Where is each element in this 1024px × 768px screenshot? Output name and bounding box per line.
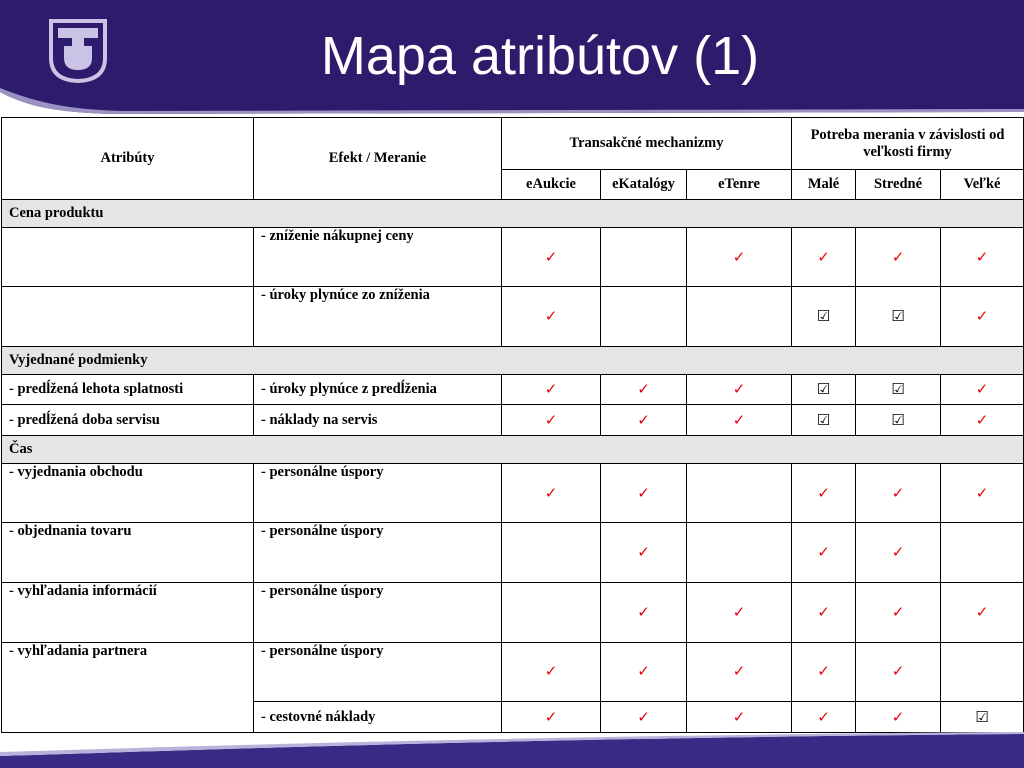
- header-measurement-need: Potreba merania v závislosti od veľkosti firmy: [792, 118, 1024, 170]
- effect-cell: - zníženie nákupnej ceny: [254, 227, 502, 287]
- check-icon: ✓: [975, 379, 989, 398]
- effect-cell: - personálne úspory: [254, 523, 502, 583]
- column-header: Stredné: [856, 170, 941, 200]
- check-icon: ✓: [732, 602, 746, 621]
- check-icon: ✓: [544, 410, 558, 429]
- mark-cell: [856, 463, 941, 523]
- attribute-cell: - vyhľadania informácií: [2, 583, 254, 643]
- mark-cell: [601, 374, 687, 405]
- mark-cell: [792, 287, 856, 347]
- mark-cell: [941, 583, 1024, 643]
- check-icon: ✓: [732, 379, 746, 398]
- check-icon: ✓: [975, 483, 989, 502]
- check-icon: ✓: [817, 543, 830, 562]
- mark-cell: [687, 583, 792, 643]
- check-icon: ✓: [891, 602, 905, 621]
- mark-cell: [687, 374, 792, 405]
- effect-cell: - úroky plynúce zo zníženia: [254, 287, 502, 347]
- table-row: [2, 374, 1024, 405]
- section-header: Čas: [2, 436, 1024, 464]
- mark-cell: [687, 287, 792, 347]
- mark-cell: [502, 227, 601, 287]
- mark-cell: [687, 227, 792, 287]
- check-icon: ✓: [732, 707, 746, 726]
- effect-cell: - personálne úspory: [254, 642, 502, 702]
- checkbox-checked-icon: ☑: [891, 307, 905, 326]
- check-icon: ✓: [637, 543, 650, 562]
- check-icon: ✓: [975, 247, 989, 266]
- attribute-cell: [2, 287, 254, 347]
- mark-cell: [856, 405, 941, 436]
- check-icon: ✓: [891, 707, 905, 726]
- mark-cell: [601, 287, 687, 347]
- mark-cell: [941, 642, 1024, 702]
- check-icon: ✓: [817, 662, 830, 681]
- check-icon: ✓: [544, 483, 558, 502]
- check-icon: ✓: [544, 379, 558, 398]
- checkbox-checked-icon: ☑: [816, 307, 831, 326]
- header-transaction-mechanisms: Transakčné mechanizmy: [502, 118, 792, 170]
- check-icon: ✓: [732, 247, 746, 266]
- check-icon: ✓: [637, 379, 650, 398]
- slide-header: [0, 0, 1024, 118]
- section-header: Vyjednané podmienky: [2, 346, 1024, 374]
- mark-cell: [601, 405, 687, 436]
- mark-cell: [792, 523, 856, 583]
- mark-cell: [856, 287, 941, 347]
- checkbox-checked-icon: ☑: [891, 379, 905, 398]
- effect-cell: - úroky plynúce z predĺženia: [254, 374, 502, 405]
- mark-cell: [856, 523, 941, 583]
- effect-cell: - personálne úspory: [254, 463, 502, 523]
- mark-cell: [601, 523, 687, 583]
- mark-cell: [687, 702, 792, 733]
- mark-cell: [941, 463, 1024, 523]
- table-body: [2, 200, 1024, 733]
- check-icon: ✓: [732, 662, 746, 681]
- mark-cell: [502, 374, 601, 405]
- attribute-cell: - predĺžená doba servisu: [2, 405, 254, 436]
- mark-cell: [502, 405, 601, 436]
- header-effect: Efekt / Meranie: [254, 118, 502, 200]
- check-icon: ✓: [891, 543, 905, 562]
- mark-cell: [792, 583, 856, 643]
- mark-cell: [601, 583, 687, 643]
- header-attributes: Atribúty: [2, 118, 254, 200]
- attribute-cell: - objednania tovaru: [2, 523, 254, 583]
- mark-cell: [792, 374, 856, 405]
- mark-cell: [792, 702, 856, 733]
- mark-cell: [502, 463, 601, 523]
- check-icon: ✓: [975, 602, 989, 621]
- column-header: Malé: [792, 170, 856, 200]
- mark-cell: [687, 463, 792, 523]
- effect-cell: - náklady na servis: [254, 405, 502, 436]
- mark-cell: [502, 287, 601, 347]
- column-header: eKatalógy: [601, 170, 687, 200]
- mark-cell: [792, 227, 856, 287]
- column-header: eAukcie: [502, 170, 601, 200]
- mark-cell: [687, 405, 792, 436]
- attribute-cell: [2, 227, 254, 287]
- mark-cell: [601, 642, 687, 702]
- effect-cell: - cestovné náklady: [254, 702, 502, 733]
- mark-cell: [856, 702, 941, 733]
- mark-cell: [687, 523, 792, 583]
- mark-cell: [792, 642, 856, 702]
- mark-cell: [941, 405, 1024, 436]
- mark-cell: [601, 702, 687, 733]
- table-row: [2, 642, 1024, 702]
- check-icon: ✓: [817, 483, 830, 502]
- check-icon: ✓: [817, 602, 830, 621]
- mark-cell: [502, 642, 601, 702]
- table-row: [2, 523, 1024, 583]
- check-icon: ✓: [637, 410, 650, 429]
- mark-cell: [941, 227, 1024, 287]
- mark-cell: [856, 583, 941, 643]
- check-icon: ✓: [544, 307, 558, 326]
- mark-cell: [856, 374, 941, 405]
- mark-cell: [792, 463, 856, 523]
- check-icon: ✓: [637, 483, 650, 502]
- check-icon: ✓: [817, 707, 830, 726]
- column-header: eTenre: [687, 170, 792, 200]
- check-icon: ✓: [544, 662, 558, 681]
- check-icon: ✓: [817, 247, 830, 266]
- table-row: [2, 405, 1024, 436]
- mark-cell: [941, 702, 1024, 733]
- checkbox-checked-icon: ☑: [816, 410, 831, 429]
- table-row: [2, 583, 1024, 643]
- check-icon: ✓: [975, 410, 989, 429]
- mark-cell: [792, 405, 856, 436]
- checkbox-checked-icon: ☑: [975, 707, 989, 726]
- check-icon: ✓: [732, 410, 746, 429]
- footer-swoosh: [0, 732, 1024, 768]
- check-icon: ✓: [637, 602, 650, 621]
- section-header: Cena produktu: [2, 200, 1024, 228]
- check-icon: ✓: [544, 247, 558, 266]
- mark-cell: [502, 583, 601, 643]
- table-row: [2, 227, 1024, 287]
- table-row: [2, 287, 1024, 347]
- mark-cell: [601, 463, 687, 523]
- check-icon: ✓: [891, 247, 905, 266]
- attribute-cell: - vyhľadania partnera: [2, 642, 254, 732]
- slide-title: Mapa atribútov (1): [320, 26, 760, 86]
- checkbox-checked-icon: ☑: [816, 379, 831, 398]
- mark-cell: [941, 523, 1024, 583]
- mark-cell: [856, 227, 941, 287]
- mark-cell: [601, 227, 687, 287]
- check-icon: ✓: [544, 707, 558, 726]
- column-header: Veľké: [941, 170, 1024, 200]
- mark-cell: [687, 642, 792, 702]
- check-icon: ✓: [975, 307, 989, 326]
- checkbox-checked-icon: ☑: [891, 410, 905, 429]
- check-icon: ✓: [637, 662, 650, 681]
- check-icon: ✓: [891, 483, 905, 502]
- mark-cell: [502, 523, 601, 583]
- mark-cell: [856, 642, 941, 702]
- mark-cell: [502, 702, 601, 733]
- attribute-map-table: [1, 117, 1024, 733]
- check-icon: ✓: [891, 662, 905, 681]
- attribute-cell: - vyjednania obchodu: [2, 463, 254, 523]
- table-row: [2, 463, 1024, 523]
- mark-cell: [941, 287, 1024, 347]
- check-icon: ✓: [637, 707, 650, 726]
- attribute-cell: - predĺžená lehota splatnosti: [2, 374, 254, 405]
- mark-cell: [941, 374, 1024, 405]
- effect-cell: - personálne úspory: [254, 583, 502, 643]
- university-logo-icon: [48, 18, 108, 84]
